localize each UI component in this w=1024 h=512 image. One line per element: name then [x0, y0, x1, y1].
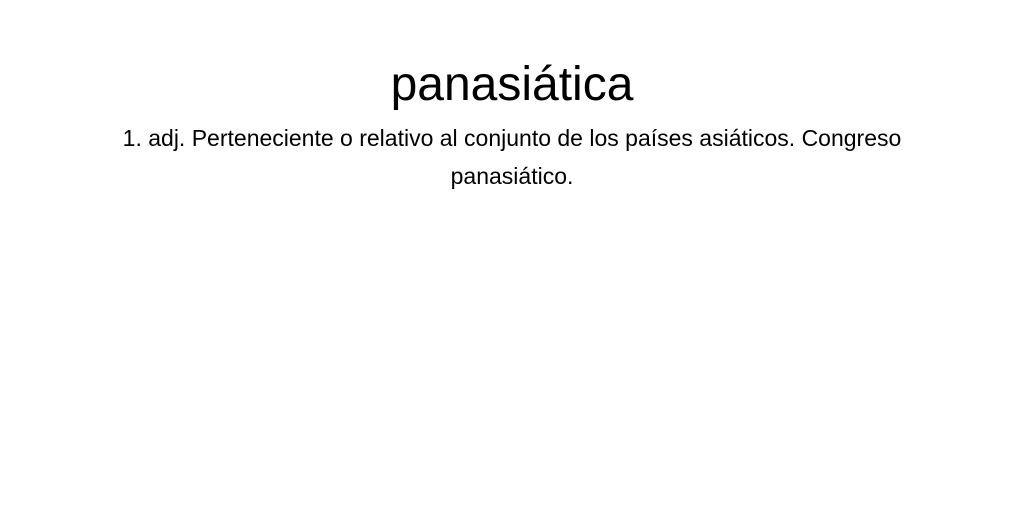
definition: 1. adj. Perteneciente o relativo al conjunto de los países asiáticos. Congreso panasiático.	[122, 125, 902, 189]
headword: panasiática	[390, 58, 634, 111]
dictionary-entry	[0, 0, 1024, 195]
